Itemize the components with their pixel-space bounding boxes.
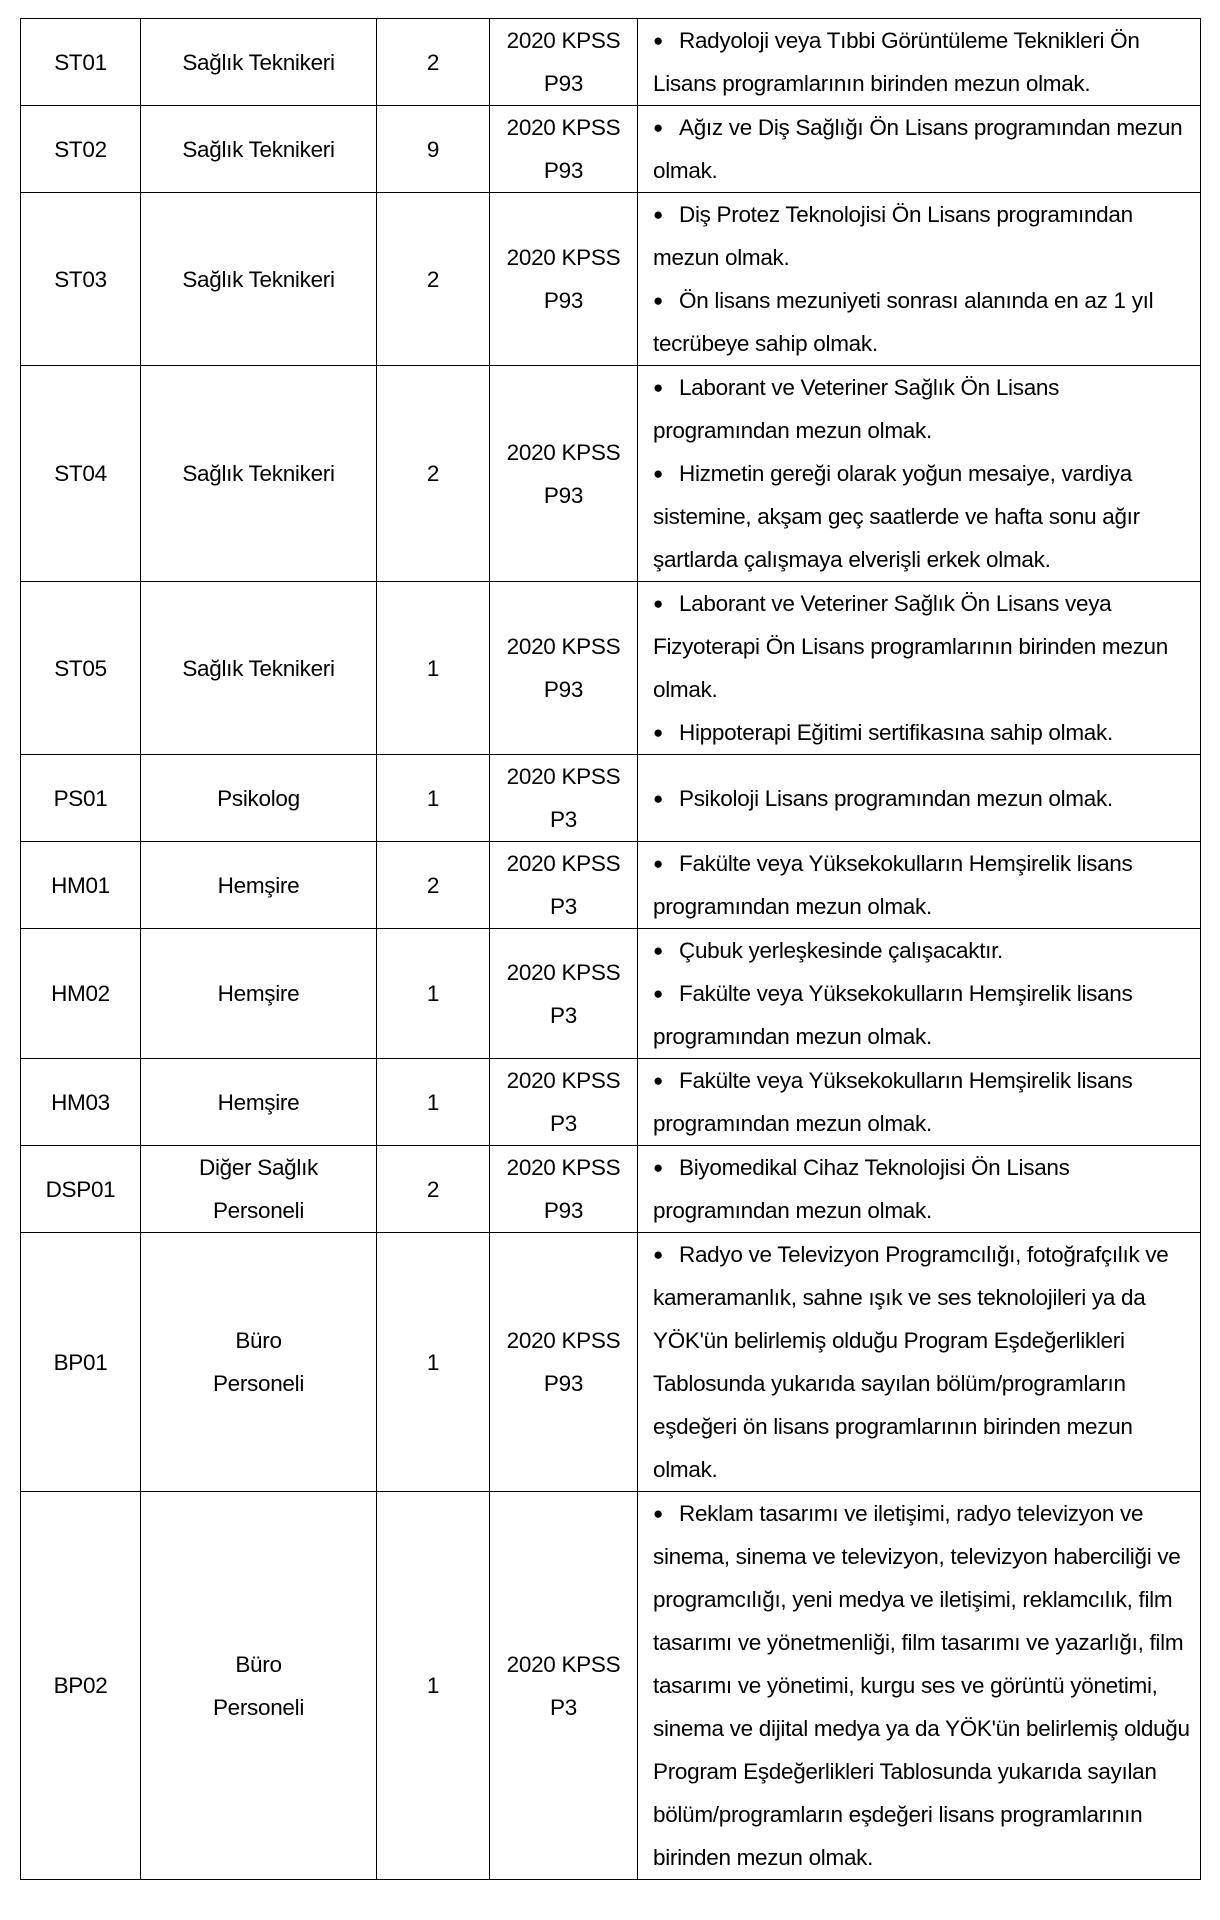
position-code-cell: ST05 bbox=[21, 582, 141, 755]
position-title-cell bbox=[141, 842, 377, 929]
position-code-cell: DSP01 bbox=[21, 1146, 141, 1233]
table-row bbox=[21, 1492, 1201, 1880]
exam-type-line: 2020 KPSS bbox=[506, 115, 621, 140]
table-row bbox=[21, 1146, 1201, 1233]
position-code-cell: ST03 bbox=[21, 193, 141, 366]
requirement-text: Radyoloji veya Tıbbi Görüntüleme Teknikleri Ön Lisans programlarının birinden mezun olmak. bbox=[653, 28, 1140, 96]
position-count-cell: 1 bbox=[377, 1233, 490, 1492]
exam-type-line: 2020 KPSS bbox=[506, 1651, 621, 1677]
exam-type-cell bbox=[490, 106, 638, 193]
position-title-cell bbox=[141, 582, 377, 755]
requirement-text: Laborant ve Veteriner Sağlık Ön Lisans veya Fizyoterapi Ön Lisans programlarının birinden mezun olmak. bbox=[653, 591, 1168, 702]
exam-type-line: 2020 KPSS bbox=[506, 1155, 621, 1180]
exam-type-line: 2020 KPSS bbox=[506, 245, 621, 270]
bullet-icon: ● bbox=[653, 788, 663, 808]
requirement-item bbox=[653, 106, 1190, 192]
position-title-cell bbox=[141, 366, 377, 582]
bullet-icon: ● bbox=[653, 723, 663, 742]
exam-type-line: P3 bbox=[550, 1694, 577, 1720]
exam-type-cell bbox=[490, 929, 638, 1059]
exam-type-cell bbox=[490, 1059, 638, 1146]
position-title-line: Hemşire bbox=[217, 1089, 300, 1115]
position-code-cell: ST04 bbox=[21, 366, 141, 582]
position-title-cell bbox=[141, 1233, 377, 1492]
positions-table bbox=[20, 18, 1201, 1880]
requirement-item bbox=[653, 582, 1190, 711]
position-title-cell bbox=[141, 755, 377, 842]
exam-type-line: 2020 KPSS bbox=[506, 851, 621, 876]
exam-type-line: P93 bbox=[543, 1198, 584, 1223]
table-row bbox=[21, 582, 1201, 755]
requirement-text: Ön lisans mezuniyeti sonrası alanında en az 1 yıl tecrübeye sahip olmak. bbox=[653, 288, 1154, 356]
table-row bbox=[21, 842, 1201, 929]
exam-type-line: P93 bbox=[543, 71, 584, 96]
requirements-cell bbox=[638, 106, 1201, 193]
position-count-cell: 1 bbox=[377, 929, 490, 1059]
exam-type-cell bbox=[490, 1492, 638, 1880]
requirement-item bbox=[653, 1059, 1190, 1145]
bullet-icon: ● bbox=[653, 854, 663, 873]
table-row bbox=[21, 366, 1201, 582]
table-row bbox=[21, 193, 1201, 366]
position-title-line: Psikolog bbox=[217, 785, 300, 811]
position-title-line: Sağlık Teknikeri bbox=[182, 655, 335, 681]
table-row bbox=[21, 106, 1201, 193]
exam-type-line: P3 bbox=[550, 1002, 577, 1028]
exam-type-line: P3 bbox=[550, 807, 577, 832]
exam-type-line: 2020 KPSS bbox=[506, 634, 621, 659]
exam-type-cell bbox=[490, 755, 638, 842]
position-count-cell: 1 bbox=[377, 755, 490, 842]
position-title-line: Hemşire bbox=[217, 981, 300, 1006]
position-code-cell: PS01 bbox=[21, 755, 141, 842]
exam-type-line: P93 bbox=[543, 1371, 584, 1396]
requirement-text: Psikoloji Lisans programından mezun olmak. bbox=[679, 785, 1113, 811]
position-count-cell: 2 bbox=[377, 193, 490, 366]
requirements-cell bbox=[638, 929, 1201, 1059]
requirements-cell bbox=[638, 366, 1201, 582]
position-title-cell bbox=[141, 1059, 377, 1146]
exam-type-cell bbox=[490, 1233, 638, 1492]
position-title-line: Sağlık Teknikeri bbox=[182, 49, 335, 75]
requirement-text: Çubuk yerleşkesinde çalışacaktır. bbox=[679, 938, 1004, 963]
requirement-text: Fakülte veya Yüksekokulların Hemşirelik lisans programından mezun olmak. bbox=[653, 851, 1133, 919]
exam-type-cell bbox=[490, 193, 638, 366]
position-title-line: Personeli bbox=[212, 1694, 305, 1720]
table-row bbox=[21, 19, 1201, 106]
bullet-icon: ● bbox=[653, 464, 663, 483]
bullet-icon: ● bbox=[653, 594, 663, 613]
requirement-item bbox=[653, 972, 1190, 1058]
requirement-item bbox=[653, 452, 1190, 581]
bullet-icon: ● bbox=[653, 1245, 663, 1264]
exam-type-line: P93 bbox=[543, 288, 584, 313]
position-count-cell: 1 bbox=[377, 582, 490, 755]
requirement-item bbox=[653, 366, 1190, 452]
requirement-text: Laborant ve Veteriner Sağlık Ön Lisans programından mezun olmak. bbox=[653, 375, 1060, 443]
requirement-text: Hippoterapi Eğitimi sertifikasına sahip olmak. bbox=[679, 720, 1113, 745]
position-title-line: Diğer Sağlık bbox=[199, 1155, 318, 1180]
requirement-item bbox=[653, 1233, 1190, 1491]
bullet-icon: ● bbox=[653, 984, 663, 1003]
requirements-cell bbox=[638, 193, 1201, 366]
requirements-cell bbox=[638, 1233, 1201, 1492]
position-title-line: Hemşire bbox=[217, 872, 300, 898]
position-title-cell bbox=[141, 1146, 377, 1233]
requirement-item bbox=[653, 193, 1190, 279]
exam-type-line: P93 bbox=[543, 482, 584, 508]
requirement-item bbox=[653, 777, 1190, 820]
requirement-text: Fakülte veya Yüksekokulların Hemşirelik lisans programından mezun olmak. bbox=[653, 1068, 1133, 1136]
table-body bbox=[21, 19, 1201, 1880]
position-title-line: Büro bbox=[235, 1651, 282, 1677]
position-title-line: Büro bbox=[235, 1328, 282, 1353]
requirement-item bbox=[653, 929, 1190, 972]
bullet-icon: ● bbox=[653, 291, 663, 310]
requirement-text: Reklam tasarımı ve iletişimi, radyo televizyon ve sinema, sinema ve televizyon, televizyon haberciliği ve programcılığı, yeni medya ve iletişimi, reklamcılık, film tasarımı ve yönetmenliği, film tasarımı ve yazarlığı, film tasarımı ve yönetimi, kurgu ses ve görüntü yönetimi, sinema ve dijital medya ya da YÖK'ün belirlemiş olduğu Program Eşdeğerlikleri Tablosunda yukarıda sayılan bölüm/programların eşdeğeri lisans programlarının birinden mezun olmak. bbox=[653, 1501, 1190, 1870]
bullet-icon: ● bbox=[653, 378, 663, 397]
position-title-cell bbox=[141, 929, 377, 1059]
requirements-cell bbox=[638, 582, 1201, 755]
requirements-cell bbox=[638, 842, 1201, 929]
requirement-text: Diş Protez Teknolojisi Ön Lisans programından mezun olmak. bbox=[653, 202, 1133, 270]
requirement-item bbox=[653, 842, 1190, 928]
table-row bbox=[21, 1233, 1201, 1492]
requirements-cell bbox=[638, 19, 1201, 106]
exam-type-cell bbox=[490, 842, 638, 929]
position-code-cell: HM01 bbox=[21, 842, 141, 929]
bullet-icon: ● bbox=[653, 205, 663, 224]
position-code-cell: BP02 bbox=[21, 1492, 141, 1880]
position-title-line: Sağlık Teknikeri bbox=[182, 461, 335, 486]
requirements-cell bbox=[638, 1146, 1201, 1233]
exam-type-line: 2020 KPSS bbox=[506, 959, 621, 985]
position-count-cell: 2 bbox=[377, 842, 490, 929]
position-count-cell: 1 bbox=[377, 1492, 490, 1880]
position-code-cell: HM02 bbox=[21, 929, 141, 1059]
requirements-cell bbox=[638, 755, 1201, 842]
bullet-icon: ● bbox=[653, 941, 663, 960]
position-code-cell: ST01 bbox=[21, 19, 141, 106]
position-count-cell: 2 bbox=[377, 19, 490, 106]
exam-type-cell bbox=[490, 582, 638, 755]
table-row bbox=[21, 1059, 1201, 1146]
position-code-cell: HM03 bbox=[21, 1059, 141, 1146]
table-row bbox=[21, 755, 1201, 842]
requirement-item bbox=[653, 19, 1190, 105]
exam-type-line: 2020 KPSS bbox=[506, 439, 621, 465]
requirement-text: Ağız ve Diş Sağlığı Ön Lisans programından mezun olmak. bbox=[653, 115, 1183, 183]
position-title-line: Sağlık Teknikeri bbox=[182, 266, 335, 292]
position-title-cell bbox=[141, 193, 377, 366]
position-code-cell: ST02 bbox=[21, 106, 141, 193]
position-code-cell: BP01 bbox=[21, 1233, 141, 1492]
exam-type-line: 2020 KPSS bbox=[506, 764, 621, 789]
position-title-line: Personeli bbox=[212, 1371, 305, 1396]
position-count-cell: 2 bbox=[377, 366, 490, 582]
position-count-cell: 9 bbox=[377, 106, 490, 193]
exam-type-line: P3 bbox=[550, 1111, 577, 1136]
exam-type-line: P93 bbox=[543, 677, 584, 702]
requirements-cell bbox=[638, 1059, 1201, 1146]
table-row bbox=[21, 929, 1201, 1059]
bullet-icon: ● bbox=[653, 1158, 663, 1177]
position-title-cell bbox=[141, 106, 377, 193]
requirement-item bbox=[653, 279, 1190, 365]
requirement-text: Hizmetin gereği olarak yoğun mesaiye, vardiya sistemine, akşam geç saatlerde ve hafta sonu ağır şartlarda çalışmaya elverişli erkek olmak. bbox=[653, 461, 1140, 572]
exam-type-cell bbox=[490, 19, 638, 106]
position-count-cell: 1 bbox=[377, 1059, 490, 1146]
exam-type-cell bbox=[490, 1146, 638, 1233]
position-title-cell bbox=[141, 19, 377, 106]
position-title-line: Personeli bbox=[212, 1198, 305, 1223]
exam-type-line: 2020 KPSS bbox=[506, 28, 621, 53]
exam-type-line: 2020 KPSS bbox=[506, 1068, 621, 1093]
position-count-cell: 2 bbox=[377, 1146, 490, 1233]
requirement-item bbox=[653, 711, 1190, 754]
exam-type-cell bbox=[490, 366, 638, 582]
requirement-text: Fakülte veya Yüksekokulların Hemşirelik lisans programından mezun olmak. bbox=[653, 981, 1133, 1049]
exam-type-line: P3 bbox=[550, 894, 577, 919]
requirement-item bbox=[653, 1492, 1190, 1879]
requirement-text: Radyo ve Televizyon Programcılığı, fotoğrafçılık ve kameramanlık, sahne ışık ve ses teknolojileri ya da YÖK'ün belirlemiş olduğu Program Eşdeğerlikleri Tablosunda yukarıda sayılan bölüm/programların eşdeğeri ön lisans programlarının birinden mezun olmak. bbox=[653, 1242, 1169, 1482]
requirement-item bbox=[653, 1146, 1190, 1232]
position-title-cell bbox=[141, 1492, 377, 1880]
bullet-icon: ● bbox=[653, 1504, 663, 1523]
exam-type-line: 2020 KPSS bbox=[506, 1328, 621, 1353]
requirements-cell bbox=[638, 1492, 1201, 1880]
bullet-icon: ● bbox=[653, 31, 663, 50]
bullet-icon: ● bbox=[653, 118, 663, 137]
exam-type-line: P93 bbox=[543, 158, 584, 183]
requirement-text: Biyomedikal Cihaz Teknolojisi Ön Lisans programından mezun olmak. bbox=[653, 1155, 1070, 1223]
bullet-icon: ● bbox=[653, 1071, 663, 1090]
position-title-line: Sağlık Teknikeri bbox=[182, 136, 335, 162]
